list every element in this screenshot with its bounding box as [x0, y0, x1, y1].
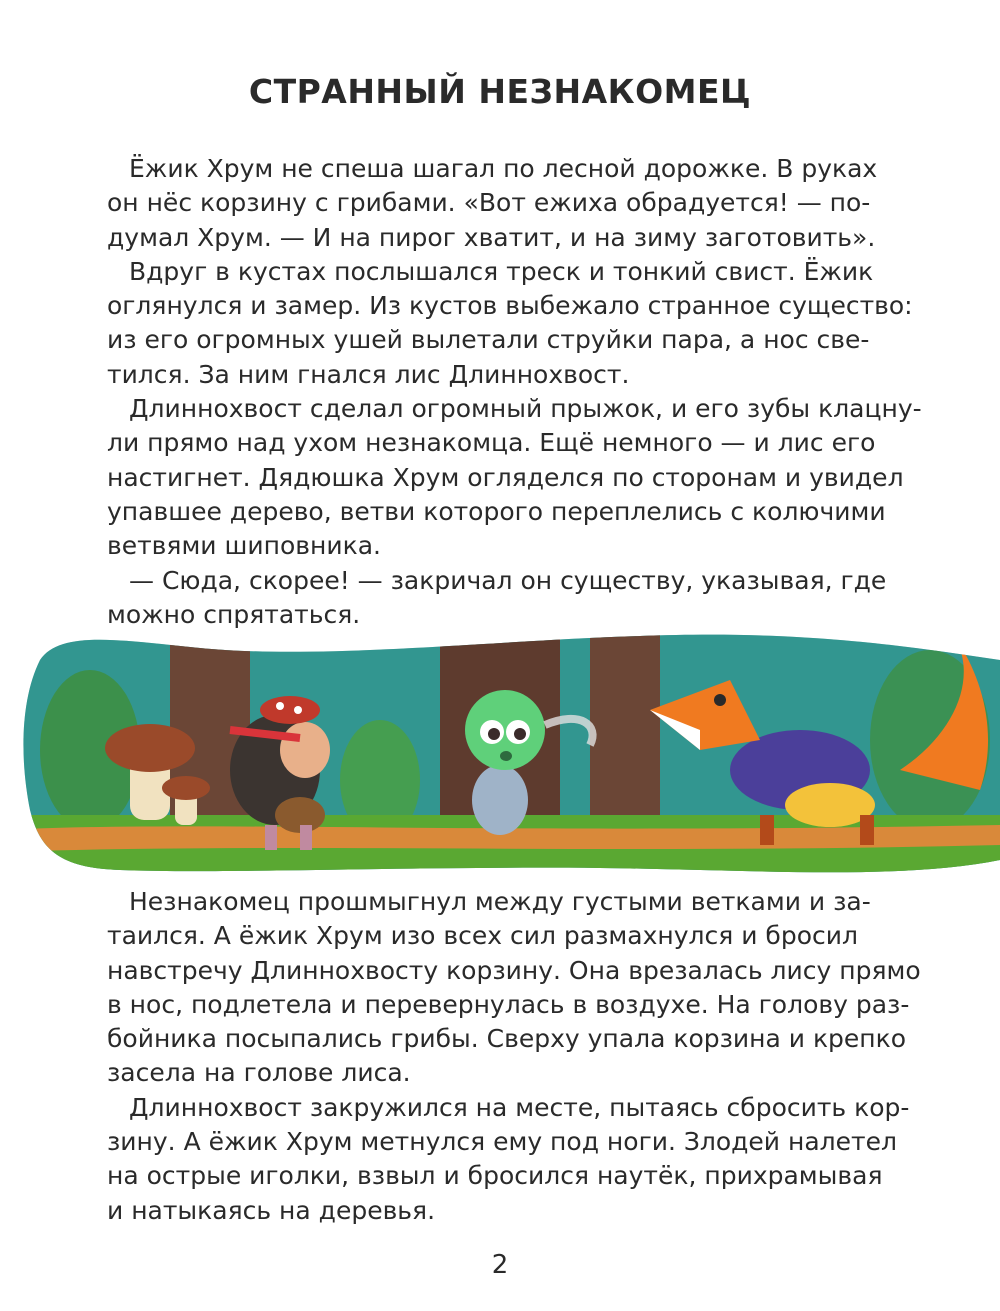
text-line: оглянулся и замер. Из кустов выбежало странное существо: [107, 291, 913, 321]
text-line: тился. За ним гнался лис Длиннохвост. [107, 359, 630, 389]
text-line: навстречу Длиннохвосту корзину. Она врезалась лису прямо [107, 955, 921, 985]
page-title: СТРАННЫЙ НЕЗНАКОМЕЦ [248, 72, 752, 111]
tree-trunk-right [590, 630, 660, 830]
text-line: ли прямо над ухом незнакомца. Ещё немного — и лис его [107, 428, 876, 458]
page-number: 2 [491, 1250, 509, 1280]
text-line: Незнакомец прошмыгнул между густыми ветками и за- [129, 887, 871, 916]
text-line: Длиннохвост закружился на месте, пытаясь сбросить кор- [129, 1092, 910, 1122]
text-line: — Сюда, скорее! — закричал он существу, указывая, где [129, 565, 887, 595]
text-line: Ёжик Хрум не спеша шагал по лесной дорожке. В руках [129, 154, 878, 183]
text-line: таился. А ёжик Хрум изо всех сил размахнулся и бросил [107, 921, 858, 951]
text-line: ветвями шиповника. [107, 531, 381, 561]
text-line: Длиннохвост сделал огромный прыжок, и его зубы клацну- [129, 394, 922, 424]
text-line: Вдруг в кустах послышался треск и тонкий свист. Ёжик [129, 256, 874, 286]
story-text-top [107, 152, 949, 632]
story-paragraph [107, 564, 949, 633]
text-line: бойника посыпались грибы. Сверху упала корзина и крепко [107, 1024, 907, 1054]
story-paragraph [107, 885, 949, 1091]
text-line: настигнет. Дядюшка Хрум огляделся по сторонам и увидел [107, 462, 904, 492]
text-line: упавшее дерево, ветви которого переплелись с колючими [107, 496, 886, 526]
forest-illustration [0, 630, 1000, 880]
text-line: засела на голове лиса. [107, 1058, 411, 1088]
story-paragraph [107, 1091, 949, 1228]
text-line: из его огромных ушей вылетали струйки пара, а нос све- [107, 325, 870, 355]
text-line: на острые иголки, взвыл и бросился наутёк, прихрамывая [107, 1161, 883, 1191]
text-line: в нос, подлетела и перевернулась в воздухе. На голову раз- [107, 989, 910, 1019]
story-paragraph [107, 255, 949, 392]
story-text-bottom [107, 885, 949, 1228]
text-line: и натыкаясь на деревья. [107, 1195, 436, 1225]
text-line: зину. А ёжик Хрум метнулся ему под ноги. Злодей налетел [107, 1127, 897, 1157]
text-line: думал Хрум. — И на пирог хватит, и на зиму заготовить». [107, 222, 876, 252]
story-paragraph [107, 392, 949, 563]
story-paragraph [107, 152, 949, 255]
text-line: он нёс корзину с грибами. «Вот ежиха обрадуется! — по- [107, 188, 871, 218]
text-line: можно спрятаться. [107, 599, 361, 629]
